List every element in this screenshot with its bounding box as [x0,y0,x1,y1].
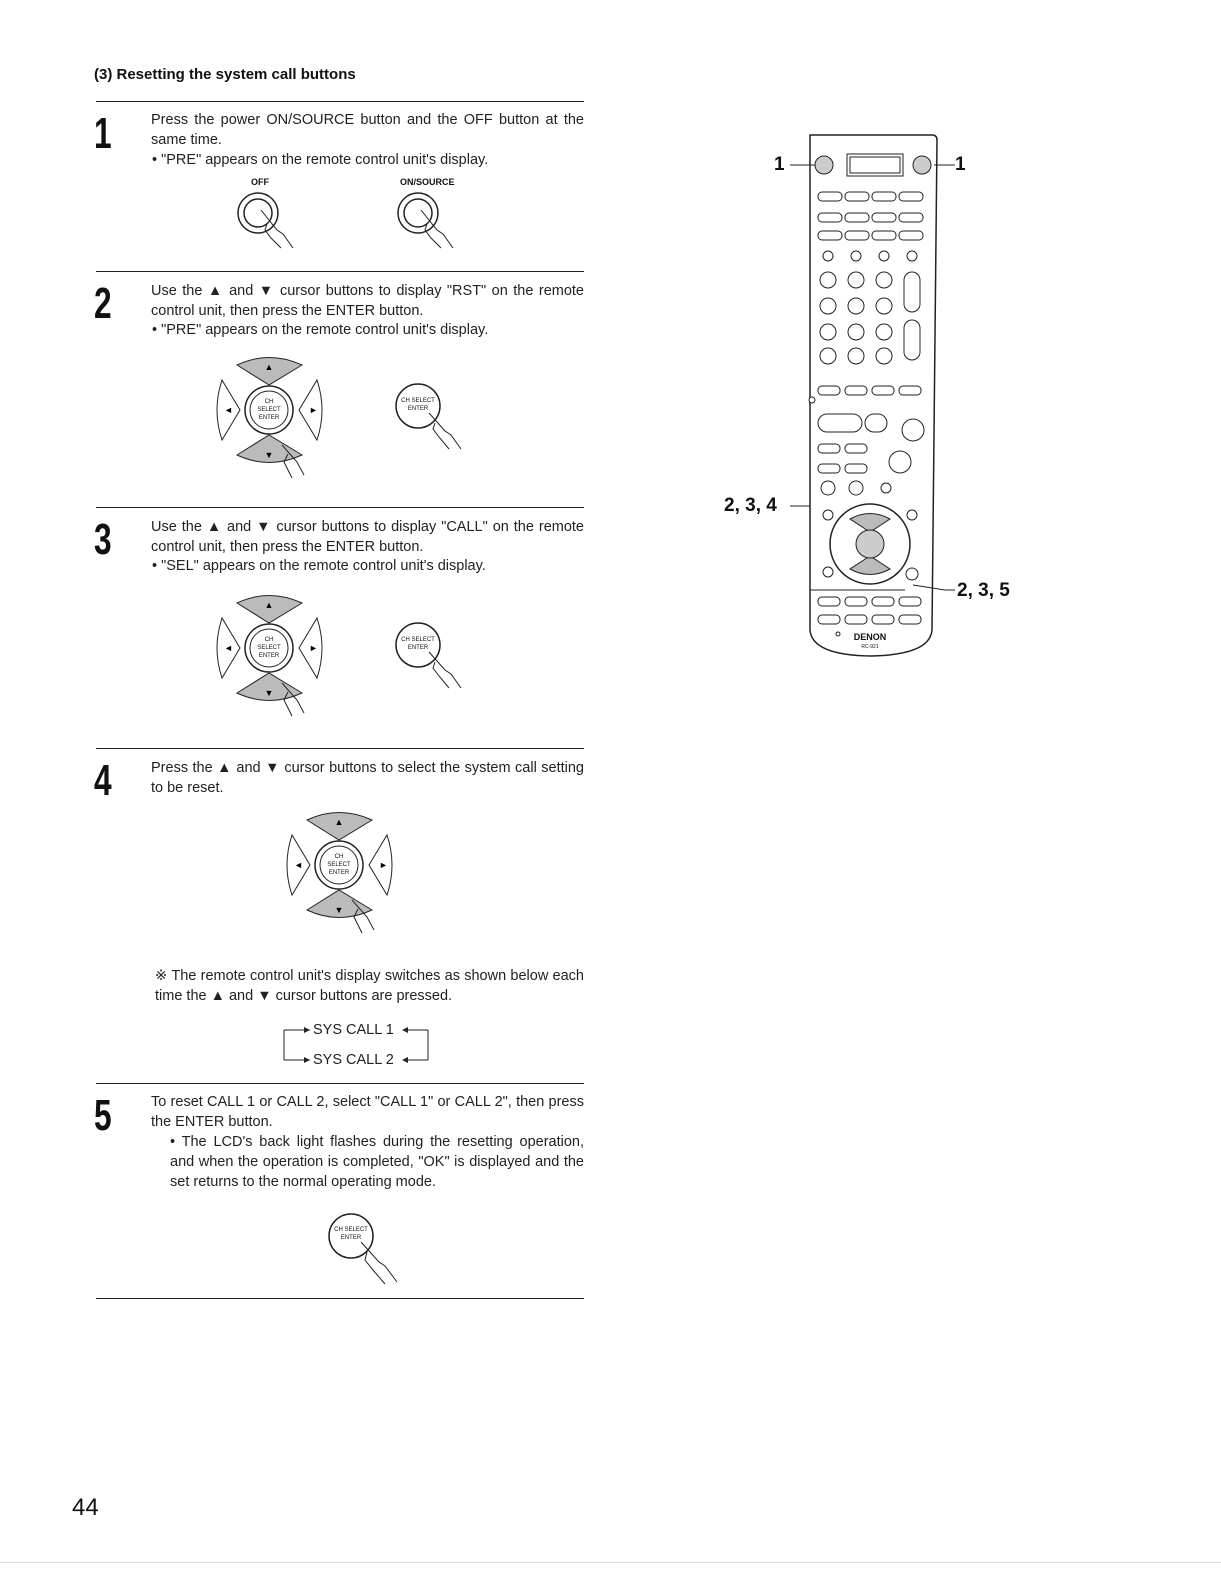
svg-text:◄: ◄ [224,643,233,653]
step-text: Press the ▲ and ▼ cursor buttons to select the system call setting to be reset. [151,760,584,796]
button-label: CH SELECT [327,854,351,868]
off-button-illustration [235,190,295,260]
button-label: CH SELECT [401,398,435,404]
step-text: Press the power ON/SOURCE button and the OFF button at the same time. [151,112,584,148]
enter-button-illustration [395,622,475,692]
divider [96,1298,584,1299]
svg-text:►: ► [309,643,318,653]
remote-brand: DENON [853,632,887,642]
cursor-pad-illustration [282,805,397,925]
section-heading: (3) Resetting the system call buttons [94,66,356,83]
step-bullet: • "PRE" appears on the remote control unit's display. [152,322,489,338]
svg-text:▲: ▲ [264,600,274,610]
step-number: 4 [94,756,112,805]
button-label: ENTER [258,653,280,659]
svg-text:▲: ▲ [334,817,344,827]
callout-leaders [785,150,965,610]
svg-text:▼: ▼ [334,905,344,915]
divider [96,1083,584,1084]
step-number: 5 [94,1091,112,1140]
callout-label: 2, 3, 4 [724,495,777,516]
button-label: CH SELECT [257,637,281,651]
step-number: 3 [94,515,112,564]
step-number: 1 [94,109,112,158]
svg-text:◄: ◄ [294,860,303,870]
remote-model: RC-921 [861,644,879,650]
button-label: ENTER [340,1235,362,1241]
callout-label: 2, 3, 5 [957,580,1010,601]
enter-button-illustration [327,1212,417,1287]
button-label: ENTER [258,415,280,421]
sequence-item: SYS CALL 2 [313,1052,394,1068]
on-source-button-illustration [395,190,475,260]
svg-text:►: ► [309,405,318,415]
button-label: ENTER [407,406,429,412]
button-label: CH SELECT [257,399,281,413]
step-text: Use the ▲ and ▼ cursor buttons to display "CALL" on the remote control unit, then press the ENTER button. [151,519,584,555]
on-source-caption: ON/SOURCE [400,177,455,187]
step-number: 2 [94,279,112,328]
step-bullet: • "PRE" appears on the remote control unit's display. [152,152,489,168]
display-note: ※ The remote control unit's display switches as shown below each time the ▲ and ▼ cursor buttons are pressed. [155,968,584,1004]
button-label: ENTER [328,870,350,876]
page-number: 44 [72,1494,99,1521]
svg-text:▼: ▼ [264,450,274,460]
button-label: ENTER [407,645,429,651]
svg-text:▼: ▼ [264,688,274,698]
svg-text:►: ► [379,860,388,870]
divider [96,101,584,102]
step-text: To reset CALL 1 or CALL 2, select "CALL 1" or CALL 2", then press the ENTER button. [151,1094,584,1130]
enter-button-illustration [395,383,475,453]
callout-label: 1 [774,154,785,175]
divider [96,271,584,272]
divider [96,748,584,749]
svg-text:◄: ◄ [224,405,233,415]
cursor-pad-illustration [212,350,327,470]
divider [96,507,584,508]
svg-text:▲: ▲ [264,362,274,372]
step-text: Use the ▲ and ▼ cursor buttons to display "RST" on the remote control unit, then press the ENTER button. [151,283,584,319]
callout-label: 1 [955,154,966,175]
page-bottom-edge [0,1562,1221,1563]
button-label: CH SELECT [334,1227,368,1233]
step-bullet: • "SEL" appears on the remote control unit's display. [152,558,486,574]
cursor-pad-illustration [212,588,327,708]
button-label: CH SELECT [401,637,435,643]
sequence-item: SYS CALL 1 [313,1022,394,1038]
step-bullet: • The LCD's back light flashes during the resetting operation, and when the operation is completed, "OK" is displayed and the set returns to the normal operating mode. [170,1134,584,1190]
off-caption: OFF [251,177,269,187]
